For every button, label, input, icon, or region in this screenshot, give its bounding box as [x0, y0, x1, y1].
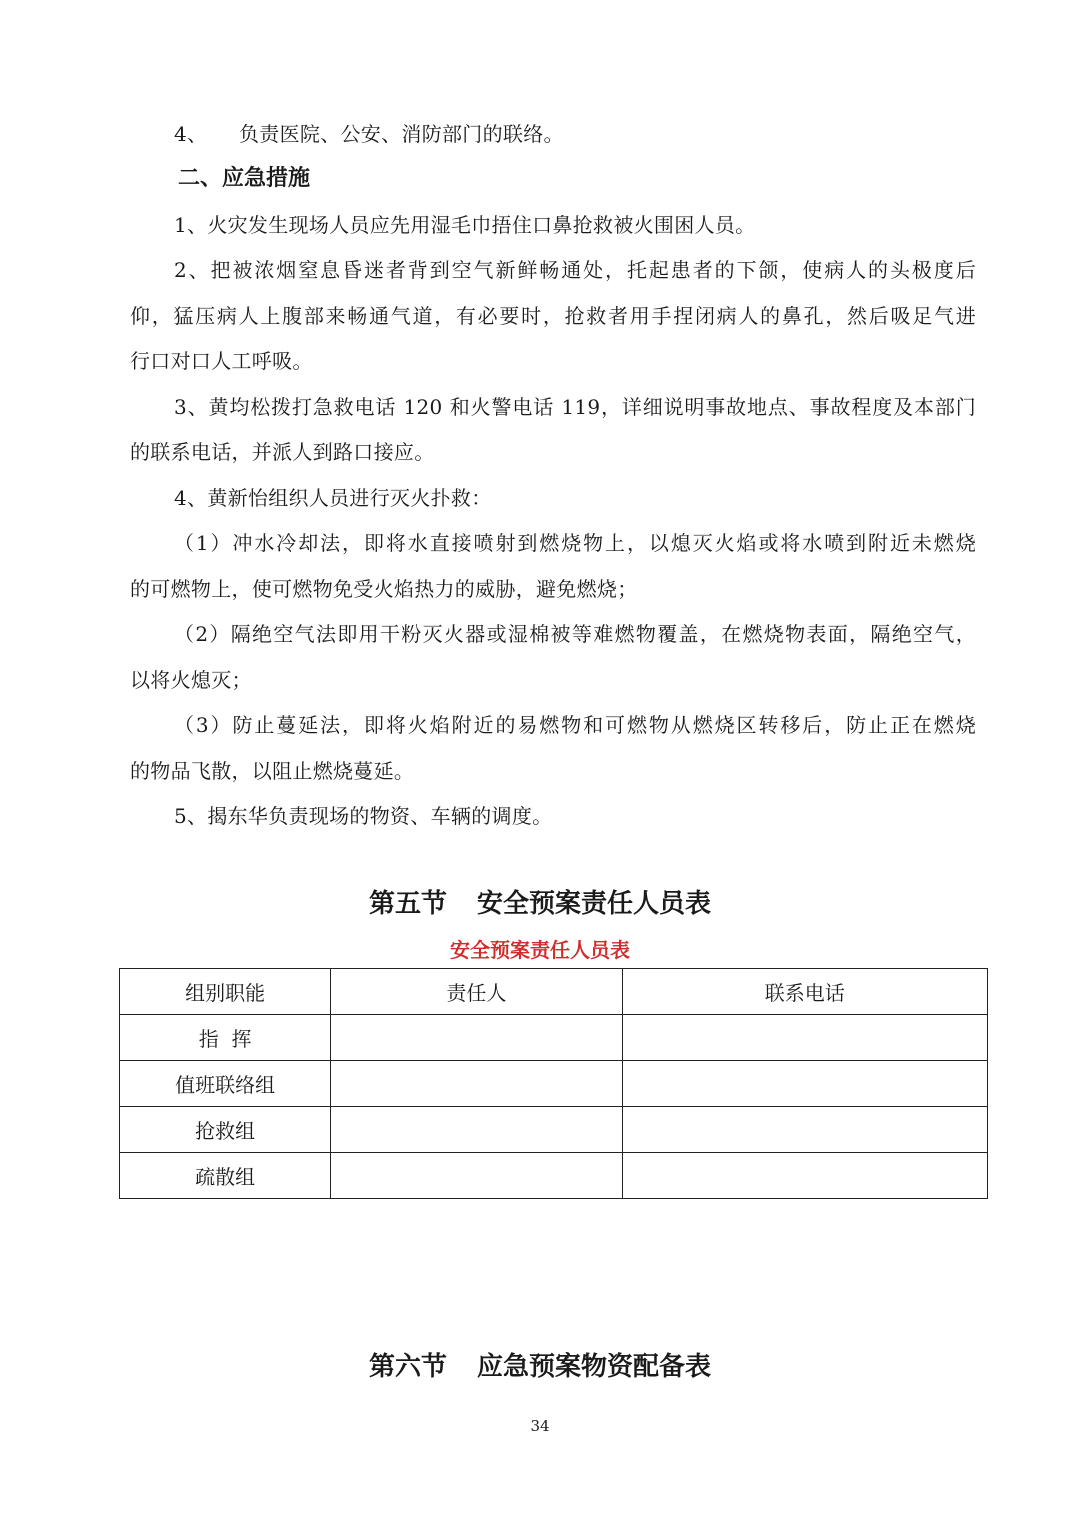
section-heading-emergency-measures: 二、应急措施	[178, 166, 311, 191]
table-row	[120, 1015, 988, 1061]
measure-line: 行口对口人工呼吸。	[130, 349, 313, 373]
section-5-number: 第五节	[368, 889, 447, 919]
row-phone	[622, 1015, 987, 1061]
responsibility-table	[119, 968, 988, 1199]
table-row	[120, 1061, 988, 1107]
measure-line: 2、把被浓烟窒息昏迷者背到空气新鲜畅通处，托起患者的下颌，使病人的头极度后	[174, 258, 976, 282]
measure-line: （2）隔绝空气法即用干粉灭火器或湿棉被等难燃物覆盖，在燃烧物表面，隔绝空气，	[174, 622, 976, 646]
measure-line: 4、黄新怡组织人员进行灭火扑救：	[174, 486, 492, 510]
measure-line: 5、揭东华负责现场的物资、车辆的调度。	[174, 804, 553, 828]
table-row	[120, 1107, 988, 1153]
table-row	[120, 1153, 988, 1199]
row-phone	[622, 1153, 987, 1199]
table-header-row	[120, 969, 988, 1015]
header-contact-phone: 联系电话	[622, 969, 987, 1015]
header-group-function: 组别职能	[120, 969, 331, 1015]
measure-line: （1）冲水冷却法，即将水直接喷射到燃烧物上，以熄灭火焰或将水喷到附近未燃烧	[174, 531, 976, 555]
row-group: 疏散组	[120, 1153, 331, 1199]
measure-line: 的物品飞散，以阻止燃烧蔓延。	[130, 759, 415, 783]
section-5-name: 安全预案责任人员表	[477, 889, 712, 919]
measure-line: 以将火熄灭；	[130, 668, 252, 692]
section-6-name: 应急预案物资配备表	[477, 1352, 712, 1382]
header-responsible-person: 责任人	[331, 969, 622, 1015]
row-group: 抢救组	[120, 1107, 331, 1153]
row-person	[331, 1061, 622, 1107]
row-phone	[622, 1061, 987, 1107]
item-4-text: 负责医院、公安、消防部门的联络。	[239, 122, 564, 146]
row-phone	[622, 1107, 987, 1153]
measure-line: 仰，猛压病人上腹部来畅通气道，有必要时，抢救者用手捏闭病人的鼻孔，然后吸足气进	[130, 304, 976, 328]
measure-line: 的可燃物上，使可燃物免受火焰热力的威胁，避免燃烧；	[130, 577, 638, 601]
measure-line: 3、黄均松拨打急救电话 120 和火警电话 119，详细说明事故地点、事故程度及本部门	[174, 395, 976, 419]
section-6-number: 第六节	[368, 1352, 447, 1382]
section-6-title	[0, 1350, 1080, 1384]
row-group: 指 挥	[120, 1015, 331, 1061]
row-person	[331, 1153, 622, 1199]
table-caption: 安全预案责任人员表	[450, 938, 630, 962]
row-group: 值班联络组	[120, 1061, 331, 1107]
row-person	[331, 1107, 622, 1153]
measure-line: （3）防止蔓延法，即将火焰附近的易燃物和可燃物从燃烧区转移后，防止正在燃烧	[174, 713, 976, 737]
item-4-number: 4、	[174, 122, 208, 146]
page-number: 34	[530, 1417, 550, 1435]
measure-line: 的联系电话，并派人到路口接应。	[130, 440, 435, 464]
row-person	[331, 1015, 622, 1061]
measure-line: 1、火灾发生现场人员应先用湿毛巾捂住口鼻抢救被火围困人员。	[174, 213, 756, 237]
section-5-title	[0, 887, 1080, 921]
